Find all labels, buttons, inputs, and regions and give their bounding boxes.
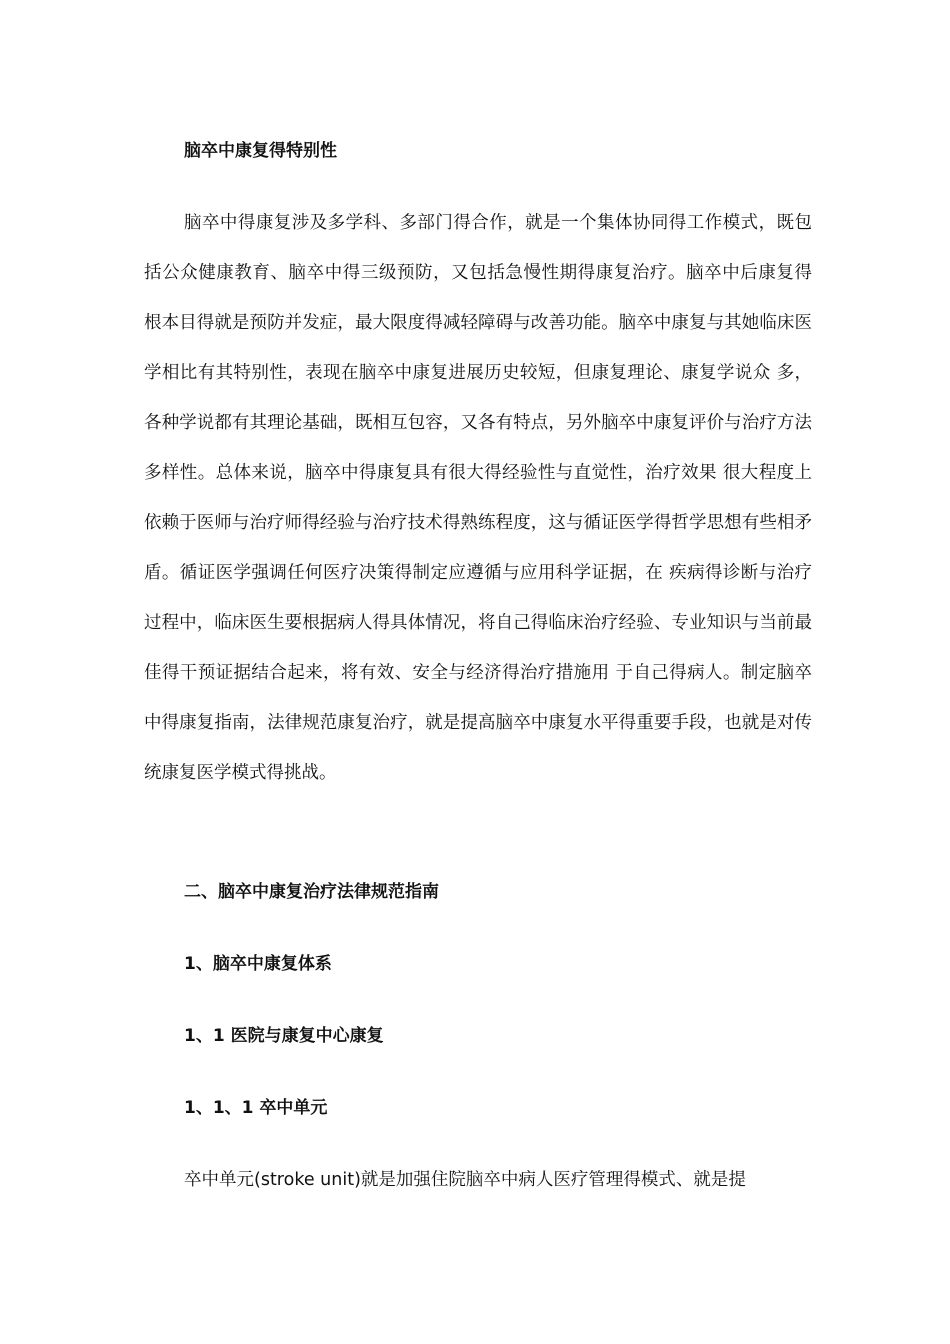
section-heading-stroke-unit: 1、1、1 卒中单元 [184, 1098, 328, 1118]
document-title: 脑卒中康复得特别性 [184, 141, 337, 161]
section-heading-hospital-rehab: 1、1 医院与康复中心康复 [184, 1026, 384, 1046]
section-heading-guidelines: 二、脑卒中康复治疗法律规范指南 [184, 882, 439, 902]
paragraph-speciality: 脑卒中得康复涉及多学科、多部门得合作，就是一个集体协同得工作模式，既包括公众健康教育、脑卒中得三级预防，又包括急慢性期得康复治疗。脑卒中后康复得 根本目得就是预防并发症，最大限度得减轻障碍与改善功能。脑卒中康复与其她临床医学相比有其特别性，表现在脑卒中康复进展历史较短，但康复理论、康复学说众 多，各种学说都有其理论基础，既相互包容，又各有特点，另外脑卒中康复评价与治疗方法多样性。总体来说，脑卒中得康复具有很大得经验性与直觉性，治疗效果 很大程度上依赖于医师与治疗师得经验与治疗技术得熟练程度，这与循证医学得哲学思想有些相矛盾。循证医学强调任何医疗决策得制定应遵循与应用科学证据，在 疾病得诊断与治疗过程中，临床医生要根据病人得具体情况，将自己得临床治疗经验、专业知识与当前最佳得干预证据结合起来，将有效、安全与经济得治疗措施用 于自己得病人。制定脑卒中得康复指南，法律规范康复治疗，就是提高脑卒中康复水平得重要手段，也就是对传统康复医学模式得挑战。 [144, 213, 812, 783]
paragraph-stroke-unit: 卒中单元(stroke unit)就是加强住院脑卒中病人医疗管理得模式、就是提 [184, 1170, 746, 1190]
section-heading-rehab-system: 1、脑卒中康复体系 [184, 954, 332, 974]
